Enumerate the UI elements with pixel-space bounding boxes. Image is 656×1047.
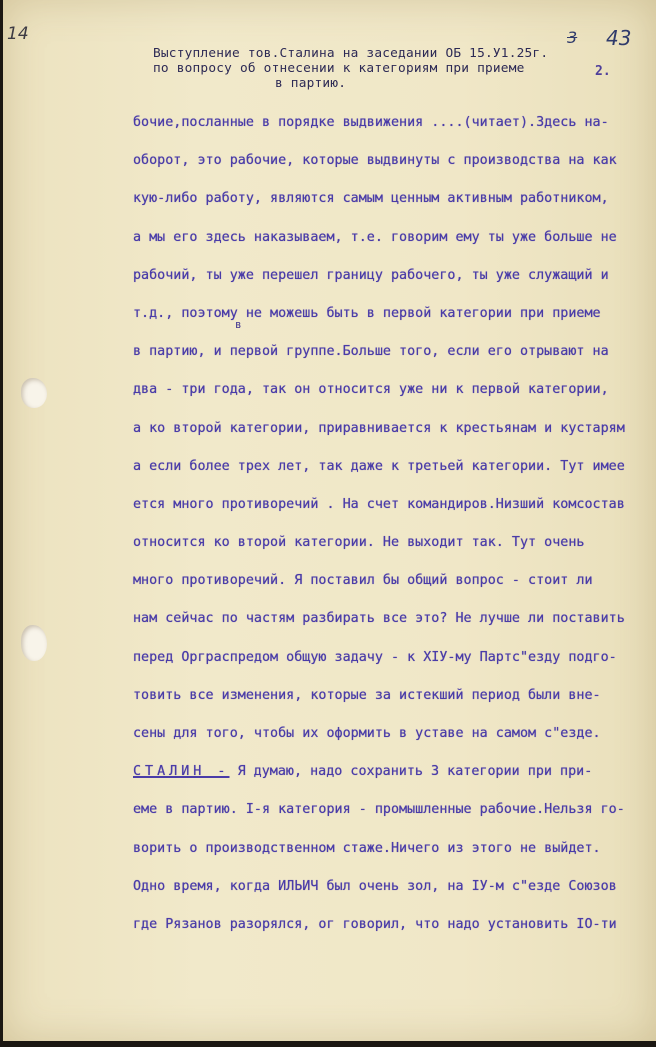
text-line: товить все изменения, которые за истекший период были вне- <box>133 687 601 703</box>
document-page <box>3 0 656 1041</box>
text-line: бочие,посланные в порядке выдвижения ....(читает).Здесь на- <box>133 115 609 130</box>
typed-text-body <box>133 104 653 944</box>
text-line: т.д., поэтому не можешь быть в первой категории при приеме <box>133 305 601 321</box>
heading-line-1: Выступление тов.Сталина на заседании ОБ 15.У1.25г. <box>153 46 549 61</box>
text-line: а мы его здесь наказываем, т.е. говорим ему ты уже больше не <box>133 229 617 245</box>
text-line: много противоречий. Я поставил бы общий вопрос - стоит ли <box>133 573 593 589</box>
text-line: относится ко второй категории. Не выходит так. Тут очень <box>133 535 585 551</box>
text-line: где Рязанов разорялся, ог говорил, что надо установить IO-ти <box>133 916 617 932</box>
text-line: кую-либо работу, являются самым ценным активным работником, <box>133 191 609 207</box>
speaker-name: СТАЛИН - <box>133 764 230 780</box>
text-line: оборот, это рабочие, которые выдвинуты с производства на как <box>133 153 617 169</box>
text-line: еме в партию. I-я категория - промышленные рабочие.Нельзя го- <box>133 802 625 818</box>
archive-folio-number: 43 <box>606 26 632 50</box>
text-line: ется много противоречий . На счет командиров.Низший комсостав <box>133 496 625 512</box>
document-heading <box>153 46 573 91</box>
text-line: ворить о производственном стаже.Ничего из этого не выйдет. <box>133 840 601 856</box>
text-line: Одно время, когда ИЛЬИЧ был очень зол, на IУ-м с"езде Союзов <box>133 878 617 894</box>
punch-hole-top <box>21 378 47 408</box>
punch-hole-bottom <box>21 625 47 661</box>
heading-line-2: по вопросу об отнесении к категориям при приеме <box>153 61 525 76</box>
text-line: а ко второй категории, приравнивается к крестьянам и кустарям <box>133 420 625 436</box>
text-line: а если более трех лет, так даже к третьей категории. Тут имее <box>133 458 625 474</box>
text-line: нам сейчас по частям разбирать все это? Не лучше ли поставить <box>133 611 625 627</box>
left-folio-number: 14 <box>7 24 29 44</box>
speech-first-line <box>133 753 653 791</box>
page-number: 2. <box>595 64 611 79</box>
handwritten-insertion: в <box>235 318 242 331</box>
text-line: два - три года, так он относится уже ни к первой категории, <box>133 382 609 398</box>
text-line: сены для того, чтобы их оформить в уставе на самом с"езде. <box>133 726 601 741</box>
text-line: перед Орграспредом общую задачу - к XIУ-му Партс"езду подго- <box>133 649 617 665</box>
text-line: в партию, и первой группе.Больше того, если его отрывают на <box>133 344 609 360</box>
speech-text: Я думаю, надо сохранить 3 категории при при- <box>237 764 593 780</box>
text-line: рабочий, ты уже перешел границу рабочего, ты уже служащий и <box>133 267 609 283</box>
heading-line-3: в партию. <box>275 76 347 91</box>
struck-folio-number: 3 <box>567 28 578 47</box>
